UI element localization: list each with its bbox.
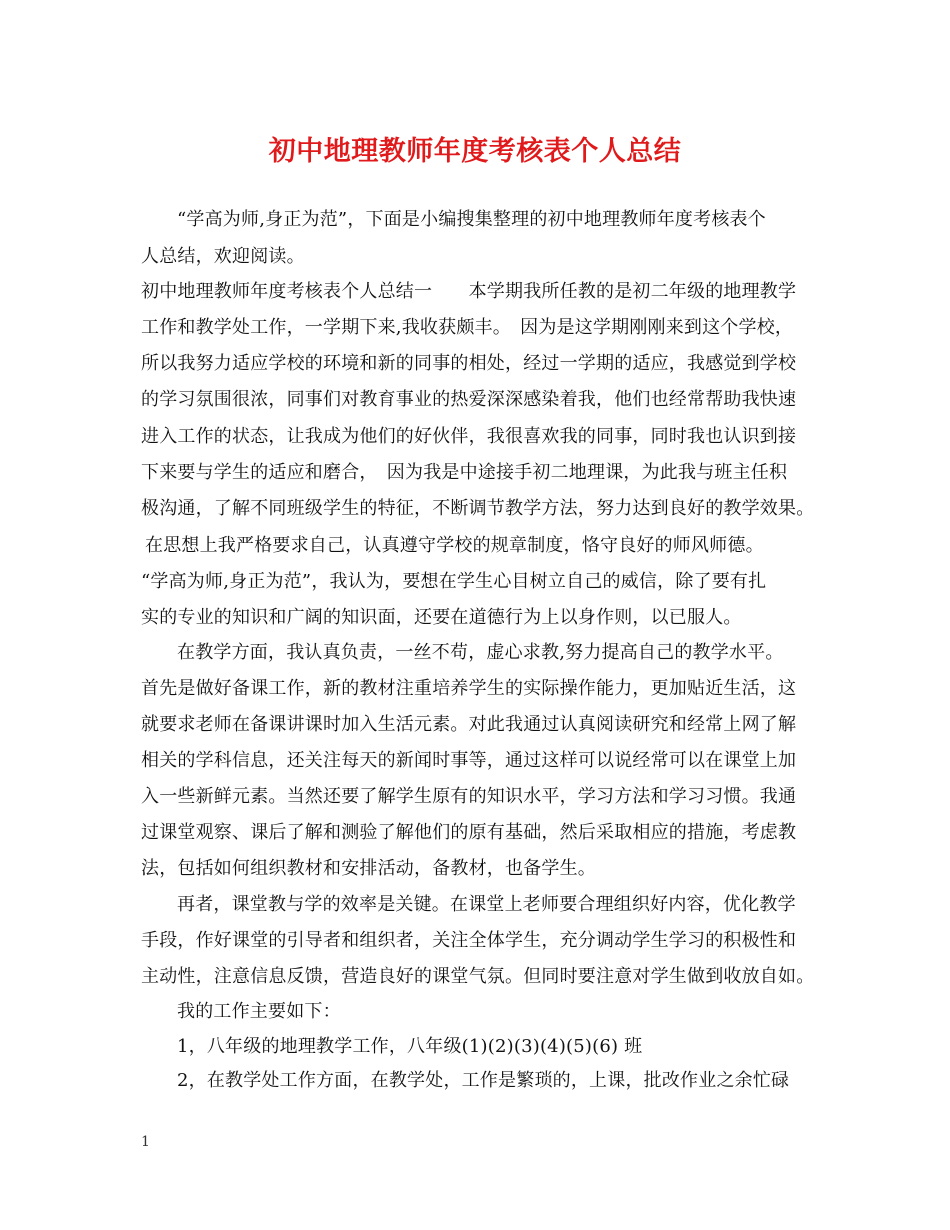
text-line: 1，八年级的地理教学工作，八年级(1)(2)(3)(4)(5)(6) 班: [177, 1036, 643, 1057]
text-line: 2，在教学处工作方面，在教学处，工作是繁琐的，上课，批改作业之余忙碌: [177, 1070, 790, 1091]
text-line: 我的工作主要如下：: [177, 1001, 341, 1022]
document-title: 初中地理教师年度考核表个人总结: [268, 136, 682, 167]
text-line: 相关的学科信息，还关注每天的新闻时事等，通过这样可以说经常可以在课堂上加: [141, 750, 797, 771]
text-line: 下来要与学生的适应和磨合， 因为我是中途接手初二地理课，为此我与班主任积: [141, 462, 788, 483]
text-line: 入一些新鲜元素。当然还要了解学生原有的知识水平，学习方法和学习习惯。我通: [141, 786, 797, 807]
text-line: 首先是做好备课工作，新的教材注重培养学生的实际操作能力，更加贴近生活，这: [141, 678, 797, 699]
text-line: 就要求老师在备课讲课时加入生活元素。对此我通过认真阅读研究和经常上网了解: [141, 714, 797, 735]
text-line: 所以我努力适应学校的环境和新的同事的相处，经过一学期的适应，我感觉到学校: [141, 353, 797, 374]
page-number: 1: [141, 1134, 150, 1150]
text-line: 人总结，欢迎阅读。: [141, 246, 305, 267]
text-line: 法，包括如何组织教材和安排活动，备教材，也备学生。: [141, 858, 596, 879]
text-line: 手段，作好课堂的引导者和组织者，关注全体学生，充分调动学生学习的积极性和: [141, 930, 797, 951]
text-line: 极沟通，了解不同班级学生的特征，不断调节教学方法，努力达到良好的教学效果。: [141, 498, 815, 519]
text-line: 主动性，注意信息反馈，营造良好的课堂气氛。但同时要注意对学生做到收放自如。: [141, 966, 815, 987]
text-line: 在教学方面，我认真负责，一丝不苟，虚心求教,努力提高自己的教学水平。: [177, 642, 784, 663]
text-line: “学高为师,身正为范”，下面是小编搜集整理的初中地理教师年度考核表个: [177, 209, 766, 230]
text-line: 实的专业的知识和广阔的知识面，还要在道德行为上以身作则，以已服人。: [141, 607, 742, 628]
text-line: 再者，课堂教与学的效率是关键。在课堂上老师要合理组织好内容，优化教学: [177, 894, 796, 915]
text-line: 初中地理教师年度考核表个人总结一 本学期我所任教的是初二年级的地理教学: [141, 281, 797, 302]
text-line: 进入工作的状态，让我成为他们的好伙伴，我很喜欢我的同事，同时我也认识到接: [141, 426, 797, 447]
text-line: 工作和教学处工作，一学期下来,我收获颇丰。 因为是这学期刚刚来到这个学校，: [141, 317, 794, 338]
text-line: 的学习氛围很浓，同事们对教育事业的热爱深深感染着我，他们也经常帮助我快速: [141, 389, 797, 410]
text-line: 在思想上我严格要求自己，认真遵守学校的规章制度，恪守良好的师风师德。: [145, 535, 764, 556]
text-line: “学高为师,身正为范”，我认为，要想在学生心目树立自己的威信，除了要有扎: [141, 571, 767, 592]
text-line: 过课堂观察、课后了解和测验了解他们的原有基础，然后采取相应的措施，考虑教: [141, 822, 797, 843]
